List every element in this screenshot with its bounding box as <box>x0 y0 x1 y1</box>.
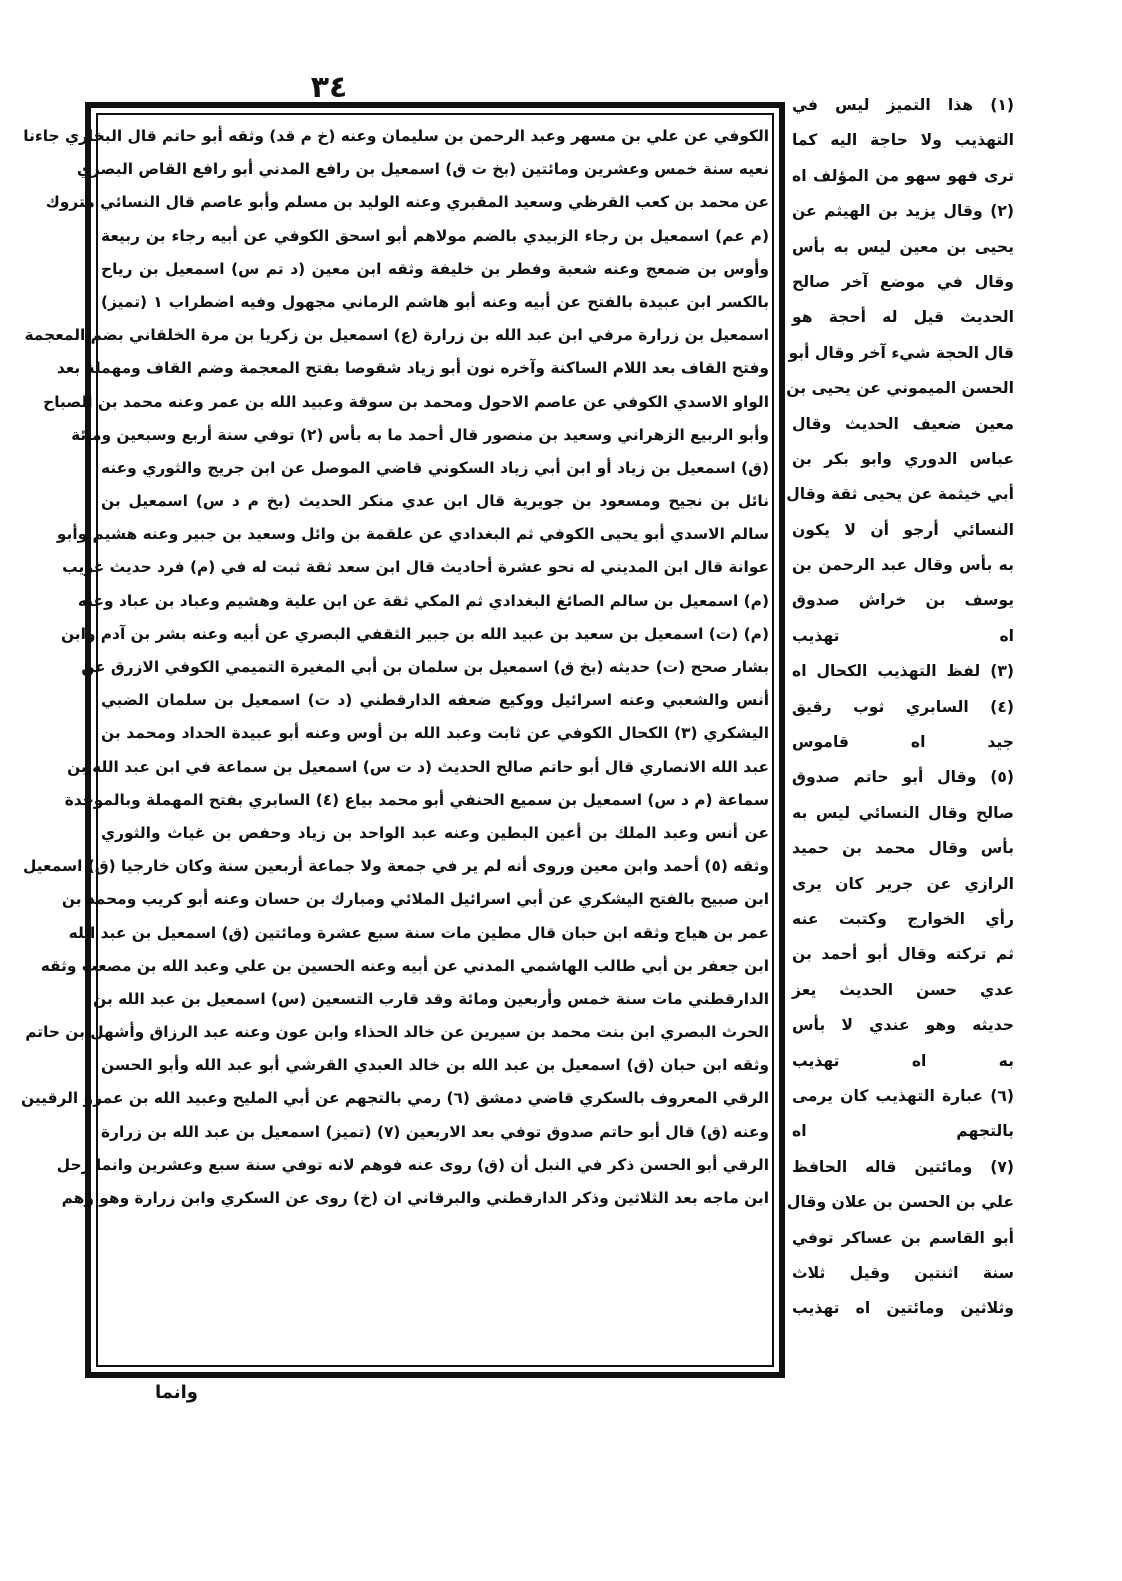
main-text-line: ابن صبيح بالفتح اليشكري عن أبي اسرائيل الملائي ومبارك بن حسان وعنه أبو كريب ومحمد بن <box>61 890 769 909</box>
main-text-line: وفتح القاف بعد اللام الساكنة وآخره نون أبو زياد شقوصا بفتح المعجمة وضم القاف ومهملة بعد <box>56 359 769 378</box>
footnote-line: رأي الخوارج وكتبت عنه <box>792 909 1014 928</box>
main-text-line: أنس والشعبي وعنه اسرائيل ووكيع ضعفه الدارقطني (د ت) اسمعيل بن سلمان الضبي <box>101 691 769 710</box>
footnote-line: عباس الدوري وابو بكر بن <box>792 449 1014 468</box>
footnote-line: (٣) لفظ التهذيب الكحال اه <box>792 662 1014 681</box>
main-text-frame <box>21 102 785 1378</box>
footnote-line: معين ضعيف الحديث وقال <box>792 414 1014 433</box>
main-text-line: عبد الله الانصاري قال أبو حاتم صالح الحديث (د ت س) اسمعيل بن سماعة في ابن عبد الله بن <box>67 757 769 776</box>
footnote-line: النسائي أرجو أن لا يكون <box>792 520 1014 539</box>
main-text-line: (ق) اسمعيل بن زياد أو ابن أبي زياد السكوني قاضي الموصل عن ابن جريج والثوري وعنه <box>101 458 769 477</box>
footnote-line: (٥) وقال أبو حاتم صدوق <box>792 768 1014 787</box>
footnote-line: (٧) ومائتين قاله الحافظ <box>792 1157 1014 1176</box>
footnote-line: حديثه وهو عندي لا بأس <box>792 1016 1014 1035</box>
main-text-line: عوانة قال ابن المديني له نحو عشرة أحاديث قال ابن سعد ثقة ثبت له في (م) فرد حديث غريب <box>62 558 769 577</box>
footnote-line: الرازي عن جرير كان يرى <box>792 874 1014 893</box>
main-text-line: بشار صحح (ت) حديثه (بخ ق) اسمعيل بن سلمان بن أبي المغيرة التميمي الكوفي الازرق عن <box>81 658 769 676</box>
main-text-line: وأوس بن ضمعج وعنه شعبة وفطر بن خليفة وثقه ابن معين (د تم س) اسمعيل بن رياح <box>101 259 769 278</box>
main-text-line: ابن ماجه بعد الثلاثين وذكر الدارقطني والبرقاني ان (خ) روى عن السكري وابن زرارة وهو وهم <box>61 1189 769 1207</box>
main-text-line: وأبو الربيع الزهراني وسعيد بن منصور قال أحمد ما به بأس (٢) توفي سنة أربع وسبعين ومائة <box>71 425 769 444</box>
main-text-line: اليشكري (٣) الكحال الكوفي عن ثابت وعبد الله بن أوس وعنه أبو عبيدة الحداد ومحمد بن <box>101 724 769 743</box>
footnote-line: الحسن الميموني عن يحيى بن <box>786 379 1014 398</box>
main-text-line: اسمعيل بن زرارة مرفي ابن عبد الله بن زرارة (ع) اسمعيل بن زكريا بن مرة الخلقاني بضم المعجمة <box>24 326 769 345</box>
catchword: وانما <box>155 1382 198 1403</box>
main-text-line: (م) اسمعيل بن سالم الصائغ البغدادي ثم المكي ثقة عن ابن علية وهشيم وعباد بن عباد وعنه <box>77 591 769 610</box>
footnote-line: أبي خيثمة عن يحيى ثقة وقال <box>786 485 1014 504</box>
main-text-line: وثقه ابن حبان (ق) اسمعيل بن عبد الله بن خالد العبدي القرشي أبو عبد الله وأبو الحسن <box>101 1056 769 1075</box>
footnote-line: وثلاثين ومائتين اه تهذيب <box>792 1299 1014 1318</box>
main-text-line: ابن جعفر بن أبي طالب الهاشمي المدني عن أبيه وعنه الحسين بن علي وعبد الله بن مصعب وثقه <box>40 956 769 975</box>
main-text-line: الواو الاسدي الكوفي عن عاصم الاحول ومحمد بن سوقة وعبيد الله بن عمر وعنه محمد بن الصباح <box>43 392 769 411</box>
main-text-line: وعنه (ق) قال أبو حاتم صدوق توفي بعد الاربعين (٧) (تميز) اسمعيل بن عبد الله بن زرارة <box>101 1122 769 1141</box>
main-text-line: نعيه سنة خمس وعشرين ومائتين (بخ ت ق) اسمعيل بن رافع المدني أبو رافع القاص البصري <box>76 160 769 179</box>
footnote-line: أبو القاسم بن عساكر توفي <box>792 1228 1014 1247</box>
footnote-line: اه تهذيب <box>792 626 1014 645</box>
footnote-line: (١) هذا التميز ليس في <box>792 96 1014 114</box>
main-text-line: الكوفي عن علي بن مسهر وعبد الرحمن بن سليمان وعنه (خ م قد) وثقه أبو حاتم قال البخاري جاءنا <box>23 127 769 145</box>
footnote-line: سنة اثنتين وقيل ثلاث <box>792 1263 1014 1282</box>
main-text-line: (م) (ت) اسمعيل بن سعيد بن عبيد الله بن جبير الثقفي البصري عن أبيه وعنه بشر بن آدم وابن <box>60 624 769 643</box>
main-text-body <box>21 120 769 1362</box>
main-text-line: سالم الاسدي أبو يحيى الكوفي ثم البغدادي عن علقمة بن وائل وسعيد بن جبير وعنه هشيم وأبو <box>56 525 769 544</box>
footnote-line: جيد اه قاموس <box>792 733 1014 752</box>
footnote-line: ثم تركته وقال أبو أحمد بن <box>792 945 1014 964</box>
footnote-line: ترى فهو سهو من المؤلف اه <box>792 166 1014 185</box>
main-text-line: الدارقطني مات سنة خمس وأربعين ومائة وقد قارب التسعين (س) اسمعيل بن عبد الله بن <box>93 989 769 1008</box>
footnote-line: علي بن الحسن بن علان وقال <box>786 1193 1014 1212</box>
main-text-line: سماعة (م د س) اسمعيل بن سميع الحنفي أبو محمد بياع (٤) السابري بفتح المهملة وبالموحدة <box>64 790 769 809</box>
footnote-line: به بأس وقال عبد الرحمن بن <box>792 556 1014 575</box>
footnote-line: به اه تهذيب <box>792 1051 1014 1070</box>
main-text-line: الحرث البصري ابن بنت محمد بن سيرين عن خالد الحذاء وابن عون وعنه عبد الرزاق وأشهل بن حاتم <box>25 1023 769 1042</box>
footnote-line: يحيى بن معين ليس به بأس <box>792 237 1014 256</box>
footnote-line: يوسف بن خراش صدوق <box>792 591 1014 610</box>
footnote-line: بالتجهم اه <box>792 1122 1014 1141</box>
main-text-line: الرقي المعروف بالسكري قاضي دمشق (٦) رمي بالتجهم عن أبي المليح وعبيد الله بن عمرو الرقيين <box>21 1089 769 1108</box>
main-text-line: (م عم) اسمعيل بن رجاء الزبيدي بالضم مولاهم أبو اسحق الكوفي عن أبيه رجاء بن ربيعة <box>101 226 769 245</box>
main-text-line: عن محمد بن كعب القرظي وسعيد المقبري وعنه الوليد بن مسلم وأبو عاصم قال النسائي متروك <box>45 193 769 212</box>
main-text-line: نائل بن نجيح ومسعود بن جويرية قال ابن عدي منكر الحديث (بخ م د س) اسمعيل بن <box>101 492 769 511</box>
footnotes-column <box>786 88 1014 1378</box>
page-number: ٣٤ <box>310 70 348 105</box>
footnote-line: (٢) وقال يزيد بن الهيثم عن <box>792 202 1014 221</box>
footnote-line: الحديث قيل له أحجة هو <box>792 308 1014 327</box>
footnote-line: (٤) السابري ثوب رقيق <box>792 697 1014 716</box>
main-text-line: وثقه (٥) أحمد وابن معين وروى أنه لم ير في جمعة ولا جماعة أربعين سنة وكان خارجيا (ق) اسمعيل <box>23 857 769 876</box>
footnote-line: (٦) عبارة التهذيب كان يرمى <box>792 1086 1014 1105</box>
main-text-line: الرقي أبو الحسن ذكر في النبل أن (ق) روى عنه فوهم لانه توفي سنة سبع وعشرين وانما رحل <box>56 1155 769 1174</box>
main-text-line: عمر بن هياج وثقه ابن حبان قال مطين مات سنة سبع عشرة ومائتين (ق) اسمعيل بن عبد الله <box>68 923 769 942</box>
footnote-line: وقال في موضع آخر صالح <box>792 272 1014 291</box>
footnote-line: عدي حسن الحديث يعز <box>792 980 1014 999</box>
footnote-line: التهذيب ولا حاجة اليه كما <box>792 131 1014 150</box>
footnote-line: قال الحجة شيء آخر وقال أبو <box>788 343 1014 362</box>
footnote-line: صالح وقال النسائي ليس به <box>792 803 1014 822</box>
footnote-line: بأس وقال محمد بن حميد <box>792 839 1014 858</box>
main-text-line: بالكسر ابن عبيدة بالفتح عن أبيه وعنه أبو هاشم الرماني مجهول وفيه اضطراب ١ (تميز) <box>101 292 769 311</box>
main-text-line: عن أنس وعبد الملك بن أعين البطين وعنه عبد الواحد بن زياد وحفص بن غياث والثوري <box>101 823 769 842</box>
